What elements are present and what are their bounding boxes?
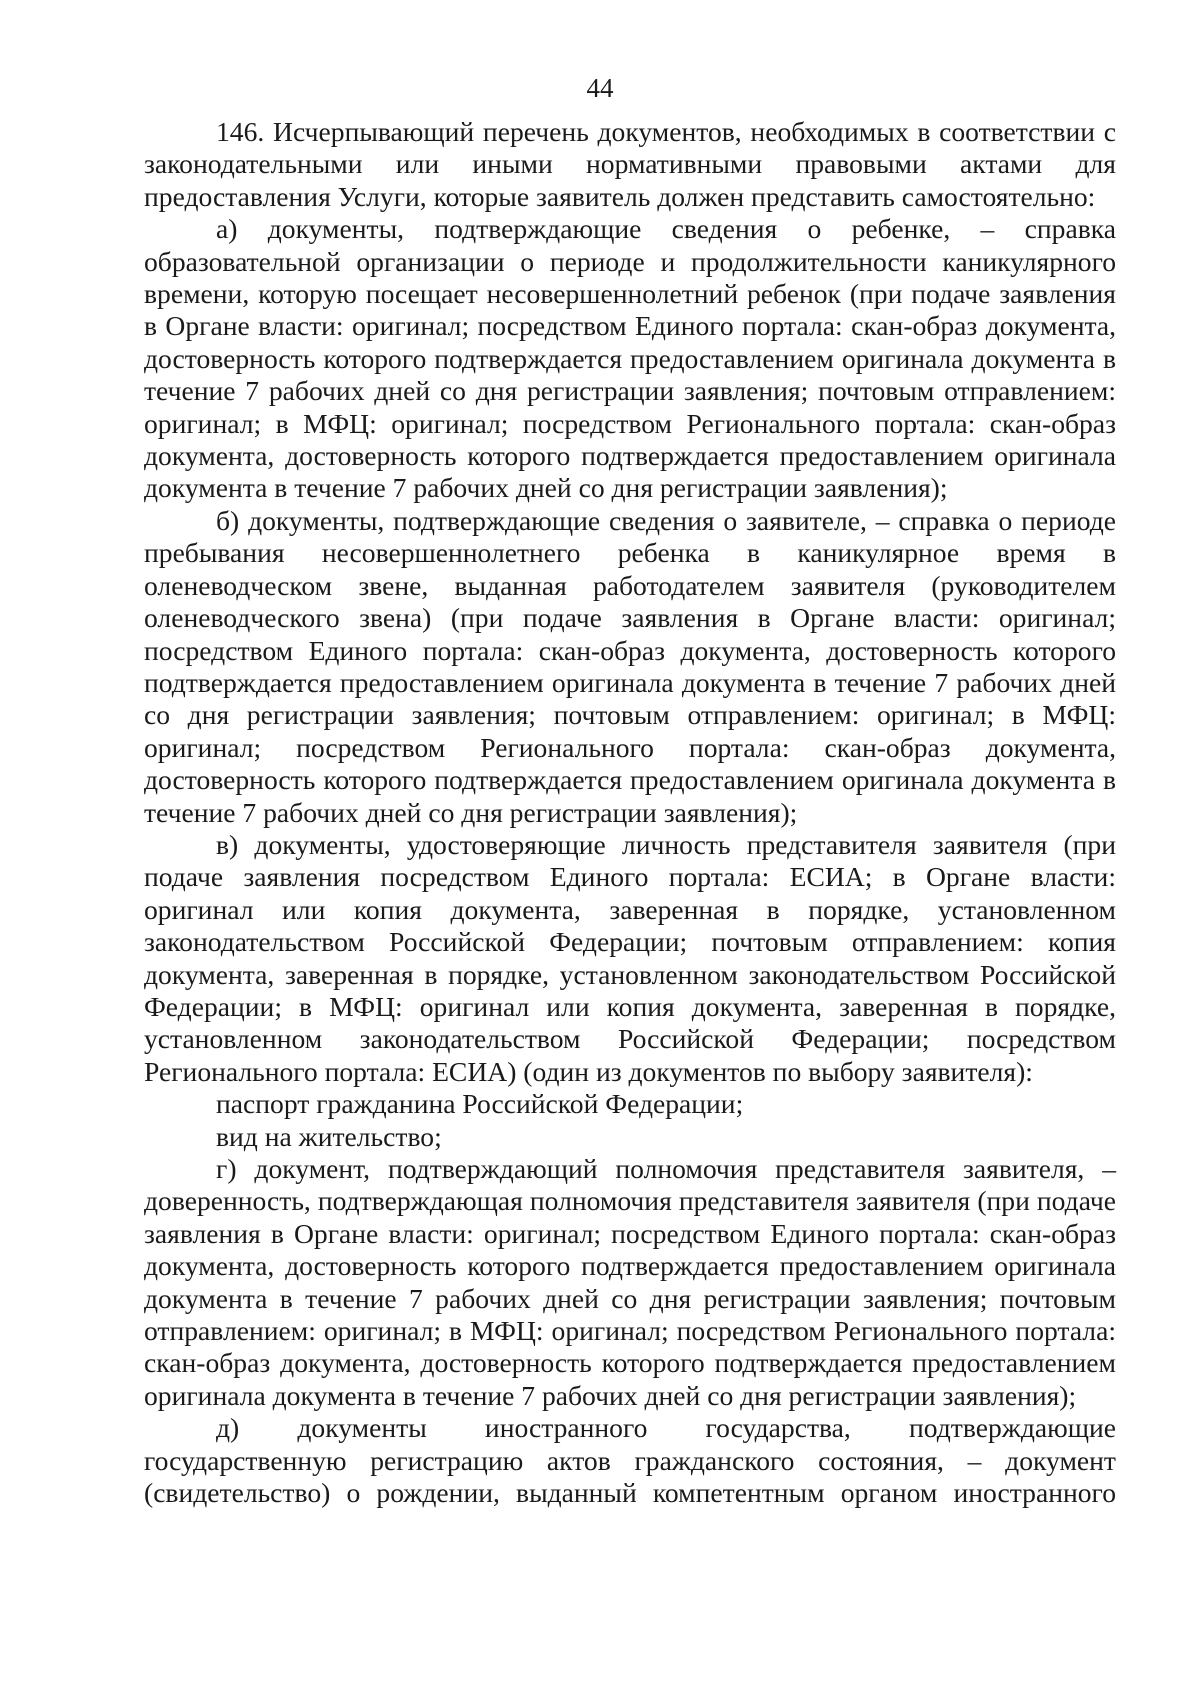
list-item-residence-permit: вид на жительство; bbox=[216, 1120, 442, 1152]
paragraph-item-d: д) документы иностранного государства, подтверждающие государственную регистрацию актов гражданского состояния, – документ (свидетельство) о рождении, выданный компетентным органом иностранного bbox=[144, 1412, 1116, 1509]
page-number: 44 bbox=[586, 73, 614, 103]
list-item-passport: паспорт гражданина Российской Федерации; bbox=[216, 1088, 744, 1120]
document-body bbox=[144, 116, 1116, 1509]
paragraph-146-intro: 146. Исчерпывающий перечень документов, необходимых в соответствии с законодательными или иными нормативными правовыми актами для предоставления Услуги, которые заявитель должен представить самостоятельно: bbox=[144, 116, 1116, 212]
paragraph-item-b: б) документы, подтверждающие сведения о заявителе, – справка о периоде пребывания несовершеннолетнего ребенка в каникулярное время в оленеводческом звене, выданная работодателем заявителя (руководителем оленеводческого звена) (при подаче заявления в Органе власти: оригинал; посредством Единого портала: скан-образ документа, достоверность которого подтверждается предоставлением оригинала документа в течение 7 рабочих дней со дня регистрации заявления; почтовым отправлением: оригинал; в МФЦ: оригинал; посредством Регионального портала: скан-образ документа, достоверность которого подтверждается предоставлением оригинала документа в течение 7 рабочих дней со дня регистрации заявления); bbox=[144, 504, 1116, 828]
paragraph-item-g: г) документ, подтверждающий полномочия представителя заявителя, – доверенность, подтверждающая полномочия представителя заявителя (при подаче заявления в Органе власти: оригинал; посредством Единого портала: скан-образ документа, достоверность которого подтверждается предоставлением оригинала документа в течение 7 рабочих дней со дня регистрации заявления; почтовым отправлением: оригинал; в МФЦ: оригинал; посредством Регионального портала: скан-образ документа, достоверность которого подтверждается предоставлением оригинала документа в течение 7 рабочих дней со дня регистрации заявления); bbox=[144, 1153, 1116, 1411]
paragraph-item-v: в) документы, удостоверяющие личность представителя заявителя (при подаче заявления посредством Единого портала: ЕСИА; в Органе власти: оригинал или копия документа, заверенная в порядке, установленном законодательством Российской Федерации; почтовым отправлением: копия документа, заверенная в порядке, установленном законодательством Российской Федерации; в МФЦ: оригинал или копия документа, заверенная в порядке, установленном законодательством Российской Федерации; посредством Регионального портала: ЕСИА) (один из документов по выбору заявителя): bbox=[144, 828, 1116, 1087]
paragraph-item-a: а) документы, подтверждающие сведения о ребенке, – справка образовательной организации о периоде и продолжительности каникулярного времени, которую посещает несовершеннолетний ребенок (при подаче заявления в Органе власти: оригинал; посредством Единого портала: скан-образ документа, достоверность которого подтверждается предоставлением оригинала документа в течение 7 рабочих дней со дня регистрации заявления; почтовым отправлением: оригинал; в МФЦ: оригинал; посредством Регионального портала: скан-образ документа, достоверность которого подтверждается предоставлением оригинала документа в течение 7 рабочих дней со дня регистрации заявления); bbox=[144, 213, 1116, 504]
